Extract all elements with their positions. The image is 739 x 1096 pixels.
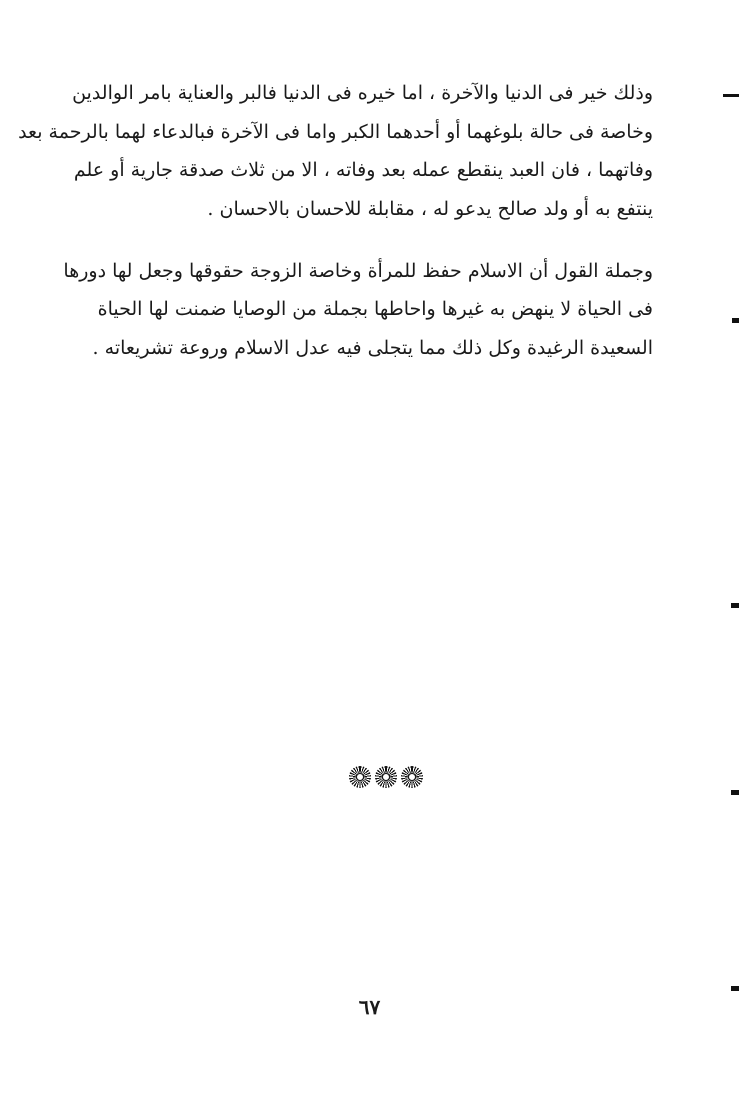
floral-ornament-icon (401, 766, 423, 788)
paragraph-1-line-1: وذلك خير فى الدنيا والآخرة ، اما خيره فى الدنيا فالبر والعناية بامر الوالدين (72, 82, 653, 104)
section-divider-ornaments (349, 766, 423, 788)
paragraph-2-line-2: فى الحياة لا ينهض به غيرها واحاطها بجملة من الوصايا ضمنت لها الحياة (97, 298, 653, 320)
paragraph-1-line-4: ينتفع به أو ولد صالح يدعو له ، مقابلة للاحسان بالاحسان . (207, 198, 653, 220)
page-number: ٦٧ (358, 995, 381, 1019)
paragraph-1-line-2: وخاصة فى حالة بلوغهما أو أحدهما الكبر واما فى الآخرة فبالدعاء لهما بالرحمة بعد (18, 121, 653, 143)
scan-edge-mark (731, 986, 739, 991)
scan-edge-mark (732, 318, 739, 323)
paragraph-2-line-3: السعيدة الرغيدة وكل ذلك مما يتجلى فيه عدل الاسلام وروعة تشريعاته . (92, 337, 653, 359)
paragraph-1-line-3: وفاتهما ، فان العبد ينقطع عمله بعد وفاته ، الا من ثلاث صدقة جارية أو علم (73, 159, 653, 181)
scan-edge-mark (731, 790, 739, 795)
scan-edge-mark (723, 94, 739, 97)
scan-edge-mark (731, 603, 739, 608)
floral-ornament-icon (349, 766, 371, 788)
paragraph-2-line-1: وجملة القول أن الاسلام حفظ للمرأة وخاصة الزوجة حقوقها وجعل لها دورها (63, 260, 653, 282)
floral-ornament-icon (375, 766, 397, 788)
